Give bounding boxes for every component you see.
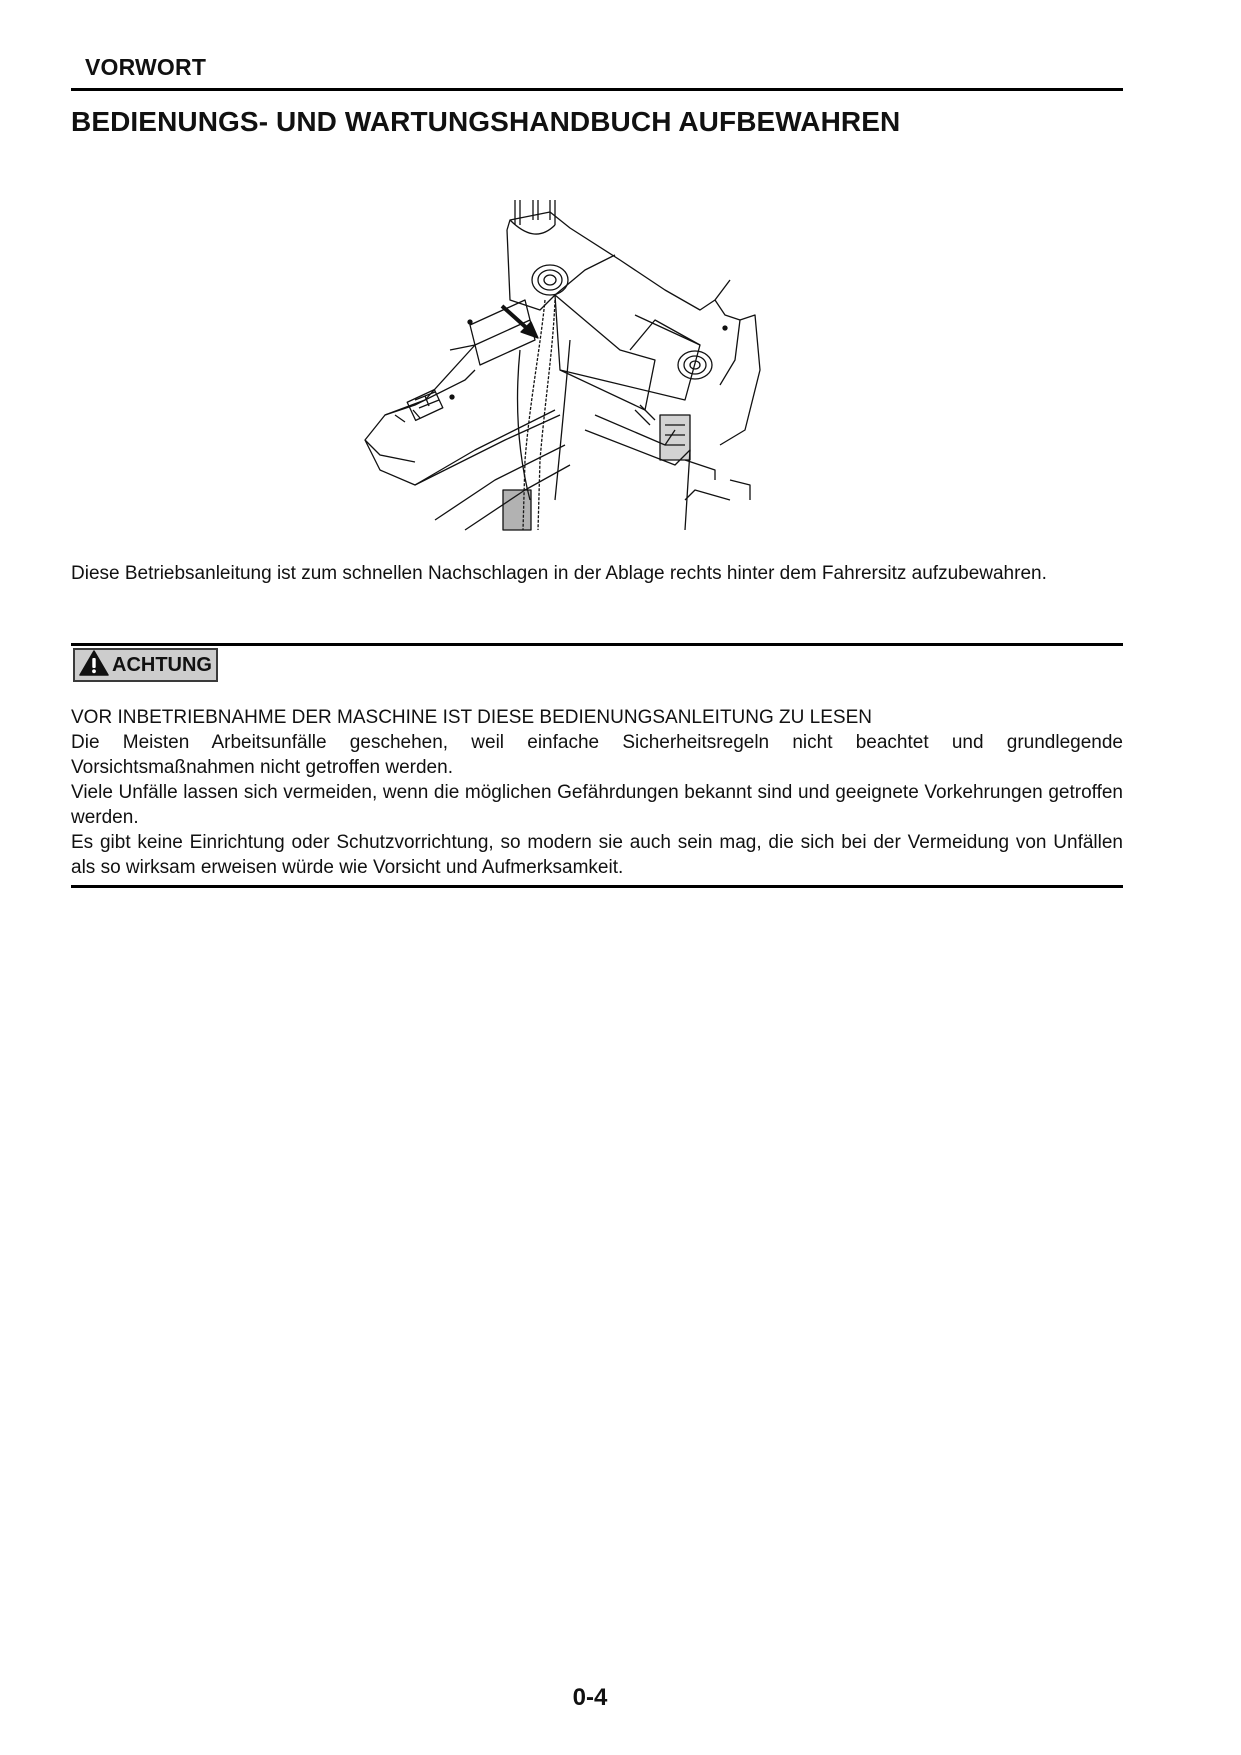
warning-heading: VOR INBETRIEBNAHME DER MASCHINE IST DIESE BEDIENUNGSANLEITUNG ZU LESEN <box>71 707 872 728</box>
cab-storage-illustration <box>355 200 835 535</box>
achtung-badge <box>73 648 218 682</box>
page-number: 0-4 <box>572 1684 608 1711</box>
warning-triangle-icon <box>79 650 109 681</box>
warning-bottom-divider <box>71 885 1123 888</box>
page-title: BEDIENUNGS- UND WARTUNGSHANDBUCH AUFBEWAHREN <box>71 106 901 137</box>
achtung-label: ACHTUNG <box>112 653 212 676</box>
warning-block <box>71 705 1123 880</box>
header-divider <box>71 88 1123 91</box>
warning-paragraph-3: Es gibt keine Einrichtung oder Schutzvorrichtung, so modern sie auch sein mag, die sich bei der Vermeidung von Unfällen als so wirksam erweisen würde wie Vorsicht und Aufmerksamkeit. <box>71 832 1123 878</box>
arrow-pointer-icon <box>502 306 538 338</box>
warning-top-divider <box>71 643 1123 646</box>
warning-paragraph-1: Die Meisten Arbeitsunfälle geschehen, weil einfache Sicherheitsregeln nicht beachtet und grundlegende Vorsichtsmaßnahmen nicht getroffen werden. <box>71 732 1123 778</box>
warning-paragraph-2: Viele Unfälle lassen sich vermeiden, wenn die möglichen Gefährdungen bekannt sind und geeignete Vorkehrungen getroffen werden. <box>71 782 1123 828</box>
intro-paragraph: Diese Betriebsanleitung ist zum schnellen Nachschlagen in der Ablage rechts hinter dem Fahrersitz aufzubewahren. <box>71 563 1047 584</box>
section-label: VORWORT <box>85 54 207 80</box>
